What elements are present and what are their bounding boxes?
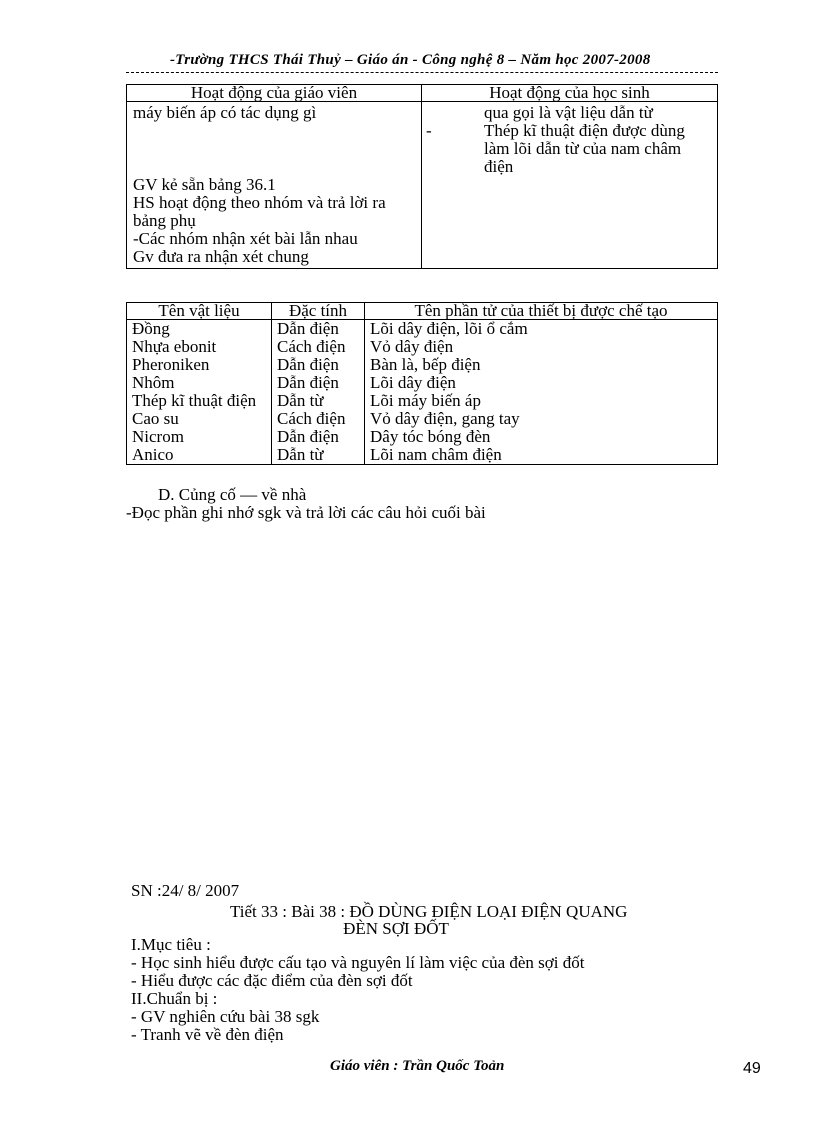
material-component: Vỏ dây điện, gang tay [365,410,718,428]
materials-table-header-row [127,303,718,320]
material-component: Lõi dây điện, lõi ổ cắm [365,320,718,339]
teacher-line: HS hoạt động theo nhóm và trả lời ra [133,193,386,212]
activity-table-row [127,102,718,269]
teacher-line: Gv đưa ra nhận xét chung [133,247,309,266]
lesson-date: SN :24/ 8/ 2007 [131,881,240,900]
teacher-column-header: Hoạt động của giáo viên [127,85,422,102]
material-property: Dẫn điện [272,428,365,446]
teacher-activity-cell [127,102,422,269]
material-name: Pheroniken [127,356,272,374]
table-row [127,374,718,392]
material-name: Nhựa ebonit [127,338,272,356]
material-component: Dây tóc bóng đèn [365,428,718,446]
preparation-heading: II.Chuẩn bị : [131,989,218,1008]
material-property: Dẫn điện [272,356,365,374]
material-component: Lõi dây điện [365,374,718,392]
material-property: Dẫn điện [272,320,365,339]
teacher-line: bảng phụ [133,211,196,230]
objective-item: - Hiểu được các đặc điểm của đèn sợi đốt [131,971,413,990]
student-line: qua gọi là vật liệu dẫn từ [484,103,653,122]
lesson-title: Tiết 33 : Bài 38 : ĐỒ DÙNG ĐIỆN LOẠI ĐIỆN QUANG [230,902,628,921]
material-component: Lõi máy biến áp [365,392,718,410]
objective-item: - Học sinh hiểu được cấu tạo và nguyên lí làm việc của đèn sợi đốt [131,953,585,972]
consolidation-heading: D. Củng cố — về nhà [158,485,307,504]
material-property: Cách điện [272,338,365,356]
table-row [127,446,718,465]
material-property: Dẫn từ [272,392,365,410]
lesson-subtitle: ĐÈN SỢI ĐỐT [343,919,449,938]
activity-table [126,84,718,269]
material-name: Nicrom [127,428,272,446]
header-rule [126,72,718,73]
table-row [127,392,718,410]
preparation-item: - GV nghiên cứu bài 38 sgk [131,1007,320,1026]
student-bullet-item [428,122,711,176]
material-name-header: Tên vật liệu [127,303,272,320]
material-name: Cao su [127,410,272,428]
material-component: Bàn là, bếp điện [365,356,718,374]
material-name: Thép kĩ thuật điện [127,392,272,410]
activity-table-header-row [127,85,718,102]
property-header: Đặc tính [272,303,365,320]
page-footer: Giáo viên : Trần Quốc Toản [330,1058,505,1074]
spacer [133,122,415,176]
page-number: 49 [743,1060,761,1077]
table-row [127,356,718,374]
student-column-header: Hoạt động của học sinh [422,85,718,102]
material-name: Đồng [127,320,272,339]
objectives-heading: I.Mục tiêu : [131,935,211,954]
material-component: Lõi nam châm điện [365,446,718,465]
table-row [127,320,718,339]
materials-table [126,302,718,465]
table-row [127,338,718,356]
component-header: Tên phần tử của thiết bị được chế tạo [365,303,718,320]
material-component: Vỏ dây điện [365,338,718,356]
page-header: -Trường THCS Thái Thuỷ – Giáo án - Công nghệ 8 – Năm học 2007-2008 [170,52,651,68]
material-name: Anico [127,446,272,465]
teacher-line: GV kẻ sẵn bảng 36.1 [133,175,276,194]
table-row [127,410,718,428]
material-property: Cách điện [272,410,365,428]
material-property: Dẫn từ [272,446,365,465]
teacher-line: máy biến áp có tác dụng gì [133,103,317,122]
student-bullet-text: - Thép kĩ thuật điện được dùng làm lõi dẫn từ của nam châm điện [484,121,685,176]
material-property: Dẫn điện [272,374,365,392]
student-activity-list [428,104,711,176]
teacher-line: -Các nhóm nhận xét bài lẫn nhau [133,229,358,248]
consolidation-text: -Đọc phần ghi nhớ sgk và trả lời các câu hỏi cuối bài [126,503,486,522]
material-name: Nhôm [127,374,272,392]
preparation-item: - Tranh vẽ về đèn điện [131,1025,284,1044]
table-row [127,428,718,446]
student-activity-cell [422,102,718,269]
